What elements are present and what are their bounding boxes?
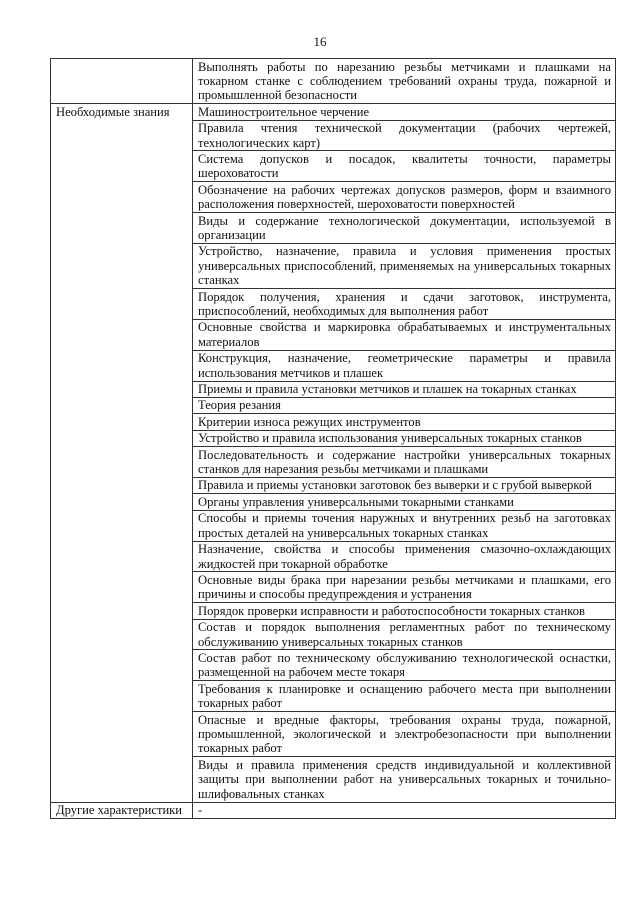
- row-label-cell: [51, 59, 193, 104]
- knowledge-item: Способы и приемы точения наружных и внутренних резьб на заготовках простых деталей на универсальных токарных станках: [193, 510, 616, 541]
- knowledge-item: Правила чтения технической документации (рабочих чертежей, технологических карт): [193, 120, 616, 151]
- table-row: [51, 802, 616, 818]
- knowledge-item: Правила и приемы установки заготовок без выверки и с грубой выверкой: [193, 477, 616, 493]
- knowledge-item: Виды и правила применения средств индивидуальной и коллективной защиты при выполнении работ на универсальных токарных и точильно-шлифовальных станках: [193, 757, 616, 802]
- knowledge-item: Основные свойства и маркировка обрабатываемых и инструментальных материалов: [193, 319, 616, 350]
- labor-action-cell: Выполнять работы по нарезанию резьбы метчиками и плашками на токарном станке с соблюдением требований охраны труда, пожарной и промышленной безопасности: [193, 59, 616, 104]
- knowledge-item: Органы управления универсальными токарными станками: [193, 494, 616, 510]
- knowledge-item: Теория резания: [193, 397, 616, 413]
- table-row: [51, 59, 616, 104]
- knowledge-item: Критерии износа режущих инструментов: [193, 414, 616, 430]
- knowledge-item: Обозначение на рабочих чертежах допусков размеров, форм и взаимного расположения поверхностей, шероховатости поверхностей: [193, 182, 616, 213]
- table-row: [51, 104, 616, 120]
- knowledge-item: Порядок проверки исправности и работоспособности токарных станков: [193, 603, 616, 619]
- knowledge-item: Виды и содержание технологической документации, используемой в организации: [193, 213, 616, 244]
- knowledge-item: Машиностроительное черчение: [193, 104, 616, 120]
- page-number: 16: [313, 34, 327, 49]
- knowledge-item: Опасные и вредные факторы, требования охраны труда, пожарной, промышленной, экологической и электробезопасности при выполнении токарных работ: [193, 712, 616, 757]
- other-characteristics-value: -: [193, 802, 616, 818]
- knowledge-item: Состав работ по техническому обслуживанию технологической оснастки, размещенной на рабочем месте токаря: [193, 650, 616, 681]
- knowledge-item: Основные виды брака при нарезании резьбы метчиками и плашками, его причины и способы предупреждения и устранения: [193, 572, 616, 603]
- knowledge-item: Конструкция, назначение, геометрические параметры и правила использования метчиков и плашек: [193, 350, 616, 381]
- knowledge-item: Назначение, свойства и способы применения смазочно-охлаждающих жидкостей при токарной обработке: [193, 541, 616, 572]
- labor-function-table: [50, 58, 616, 819]
- knowledge-item: Устройство, назначение, правила и условия применения простых универсальных приспособлений, применяемых на универсальных токарных станках: [193, 243, 616, 288]
- knowledge-item: Состав и порядок выполнения регламентных работ по техническому обслуживанию универсальных токарных станков: [193, 619, 616, 650]
- knowledge-item: Порядок получения, хранения и сдачи заготовок, инструмента, приспособлений, необходимых для выполнения работ: [193, 289, 616, 320]
- knowledge-item: Система допусков и посадок, квалитеты точности, параметры шероховатости: [193, 151, 616, 182]
- required-knowledge-label: Необходимые знания: [51, 104, 193, 802]
- knowledge-item: Приемы и правила установки метчиков и плашек на токарных станках: [193, 381, 616, 397]
- knowledge-item: Последовательность и содержание настройки универсальных токарных станков для нарезания резьбы метчиками и плашками: [193, 447, 616, 478]
- knowledge-item: Устройство и правила использования универсальных токарных станков: [193, 430, 616, 446]
- knowledge-item: Требования к планировке и оснащению рабочего места при выполнении токарных работ: [193, 681, 616, 712]
- other-characteristics-label: Другие характеристики: [51, 802, 193, 818]
